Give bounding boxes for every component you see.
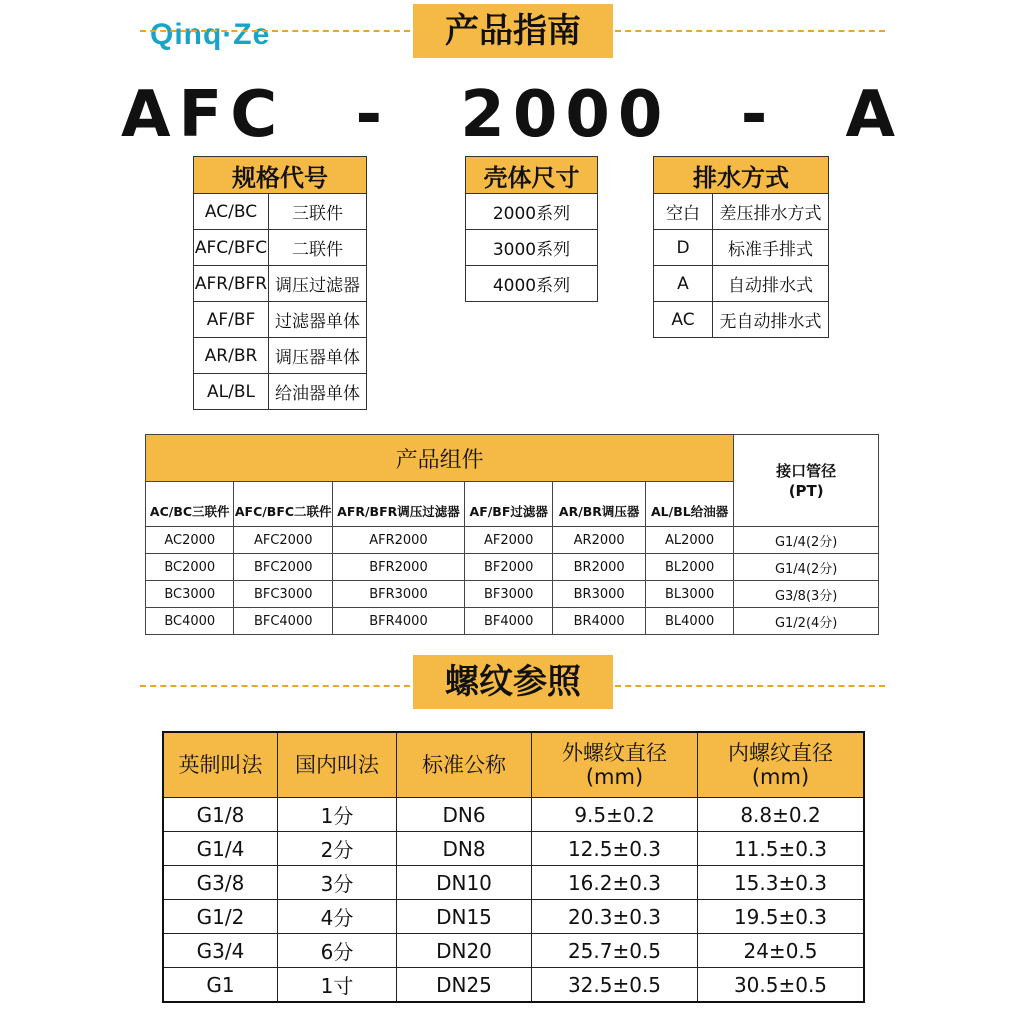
- thread-table: [162, 731, 865, 1003]
- table-row: AF/BF 过滤器单体: [194, 302, 367, 338]
- table-row: AFC/BFC 二联件: [194, 230, 367, 266]
- column-header: 标准公称: [397, 732, 532, 798]
- column-header: AFR/BFR调压过滤器: [332, 482, 464, 527]
- drain-header: 排水方式: [654, 157, 829, 194]
- table-row: 2000系列: [466, 194, 598, 230]
- table-row: AC2000 AFC2000 AFR2000 AF2000 AR2000 AL2000 G1/4(2分): [146, 527, 879, 554]
- divider-right: [615, 685, 885, 687]
- spec-code-table: [193, 156, 367, 410]
- table-row: AC/BC 三联件: [194, 194, 367, 230]
- table-row: AFR/BFR 调压过滤器: [194, 266, 367, 302]
- column-header: AF/BF过滤器: [464, 482, 552, 527]
- body-size-table: [465, 156, 598, 302]
- table-row: 4000系列: [466, 266, 598, 302]
- table-row: AL/BL 给油器单体: [194, 374, 367, 410]
- table-row: G3/4 6分 DN20 25.7±0.5 24±0.5: [163, 934, 864, 968]
- body-size-header: 壳体尺寸: [466, 157, 598, 194]
- model-part-sep: -: [740, 78, 776, 152]
- table-row: G1/2 4分 DN15 20.3±0.3 19.5±0.3: [163, 900, 864, 934]
- column-header: AFC/BFC二联件: [234, 482, 332, 527]
- components-table: [145, 434, 879, 635]
- model-part-sep: -: [355, 78, 390, 152]
- divider-right: [615, 30, 885, 32]
- drain-table: [653, 156, 829, 338]
- column-header: 内螺纹直径 (mm): [698, 732, 865, 798]
- spec-code-header: 规格代号: [194, 157, 367, 194]
- table-row: BC4000 BFC4000 BFR4000 BF4000 BR4000 BL4000 G1/2(4分): [146, 608, 879, 635]
- table-row: BC3000 BFC3000 BFR3000 BF3000 BR3000 BL3000 G3/8(3分): [146, 581, 879, 608]
- table-row: G3/8 3分 DN10 16.2±0.3 15.3±0.3: [163, 866, 864, 900]
- column-header: AC/BC三联件: [146, 482, 234, 527]
- column-header: 英制叫法: [163, 732, 278, 798]
- table-row: 空白 差压排水方式: [654, 194, 829, 230]
- table-row: D 标准手排式: [654, 230, 829, 266]
- section-title-thread: 螺纹参照: [413, 655, 613, 709]
- table-row: AR/BR 调压器单体: [194, 338, 367, 374]
- column-header: AL/BL给油器: [645, 482, 733, 527]
- table-row: BC2000 BFC2000 BFR2000 BF2000 BR2000 BL2000 G1/4(2分): [146, 554, 879, 581]
- model-part-drain: A: [845, 78, 904, 152]
- brand-logo: Qinq·Ze: [150, 18, 271, 51]
- column-header: 国内叫法: [278, 732, 397, 798]
- table-row: G1/8 1分 DN6 9.5±0.2 8.8±0.2: [163, 798, 864, 832]
- column-header: AR/BR调压器: [553, 482, 645, 527]
- divider-left: [140, 30, 410, 32]
- table-row: 3000系列: [466, 230, 598, 266]
- model-part-series: AFC: [120, 78, 286, 152]
- table-row: G1 1寸 DN25 32.5±0.5 30.5±0.5: [163, 968, 864, 1003]
- table-row: G1/4 2分 DN8 12.5±0.3 11.5±0.3: [163, 832, 864, 866]
- column-header: 外螺纹直径 (mm): [532, 732, 698, 798]
- model-part-size: 2000: [460, 78, 671, 152]
- table-row: A 自动排水式: [654, 266, 829, 302]
- model-code: [0, 78, 1024, 152]
- table-row: AC 无自动排水式: [654, 302, 829, 338]
- section-title-guide: 产品指南: [413, 4, 613, 58]
- port-size-header: 接口管径 (PT): [734, 435, 879, 527]
- components-header: 产品组件: [146, 435, 734, 482]
- divider-left: [140, 685, 410, 687]
